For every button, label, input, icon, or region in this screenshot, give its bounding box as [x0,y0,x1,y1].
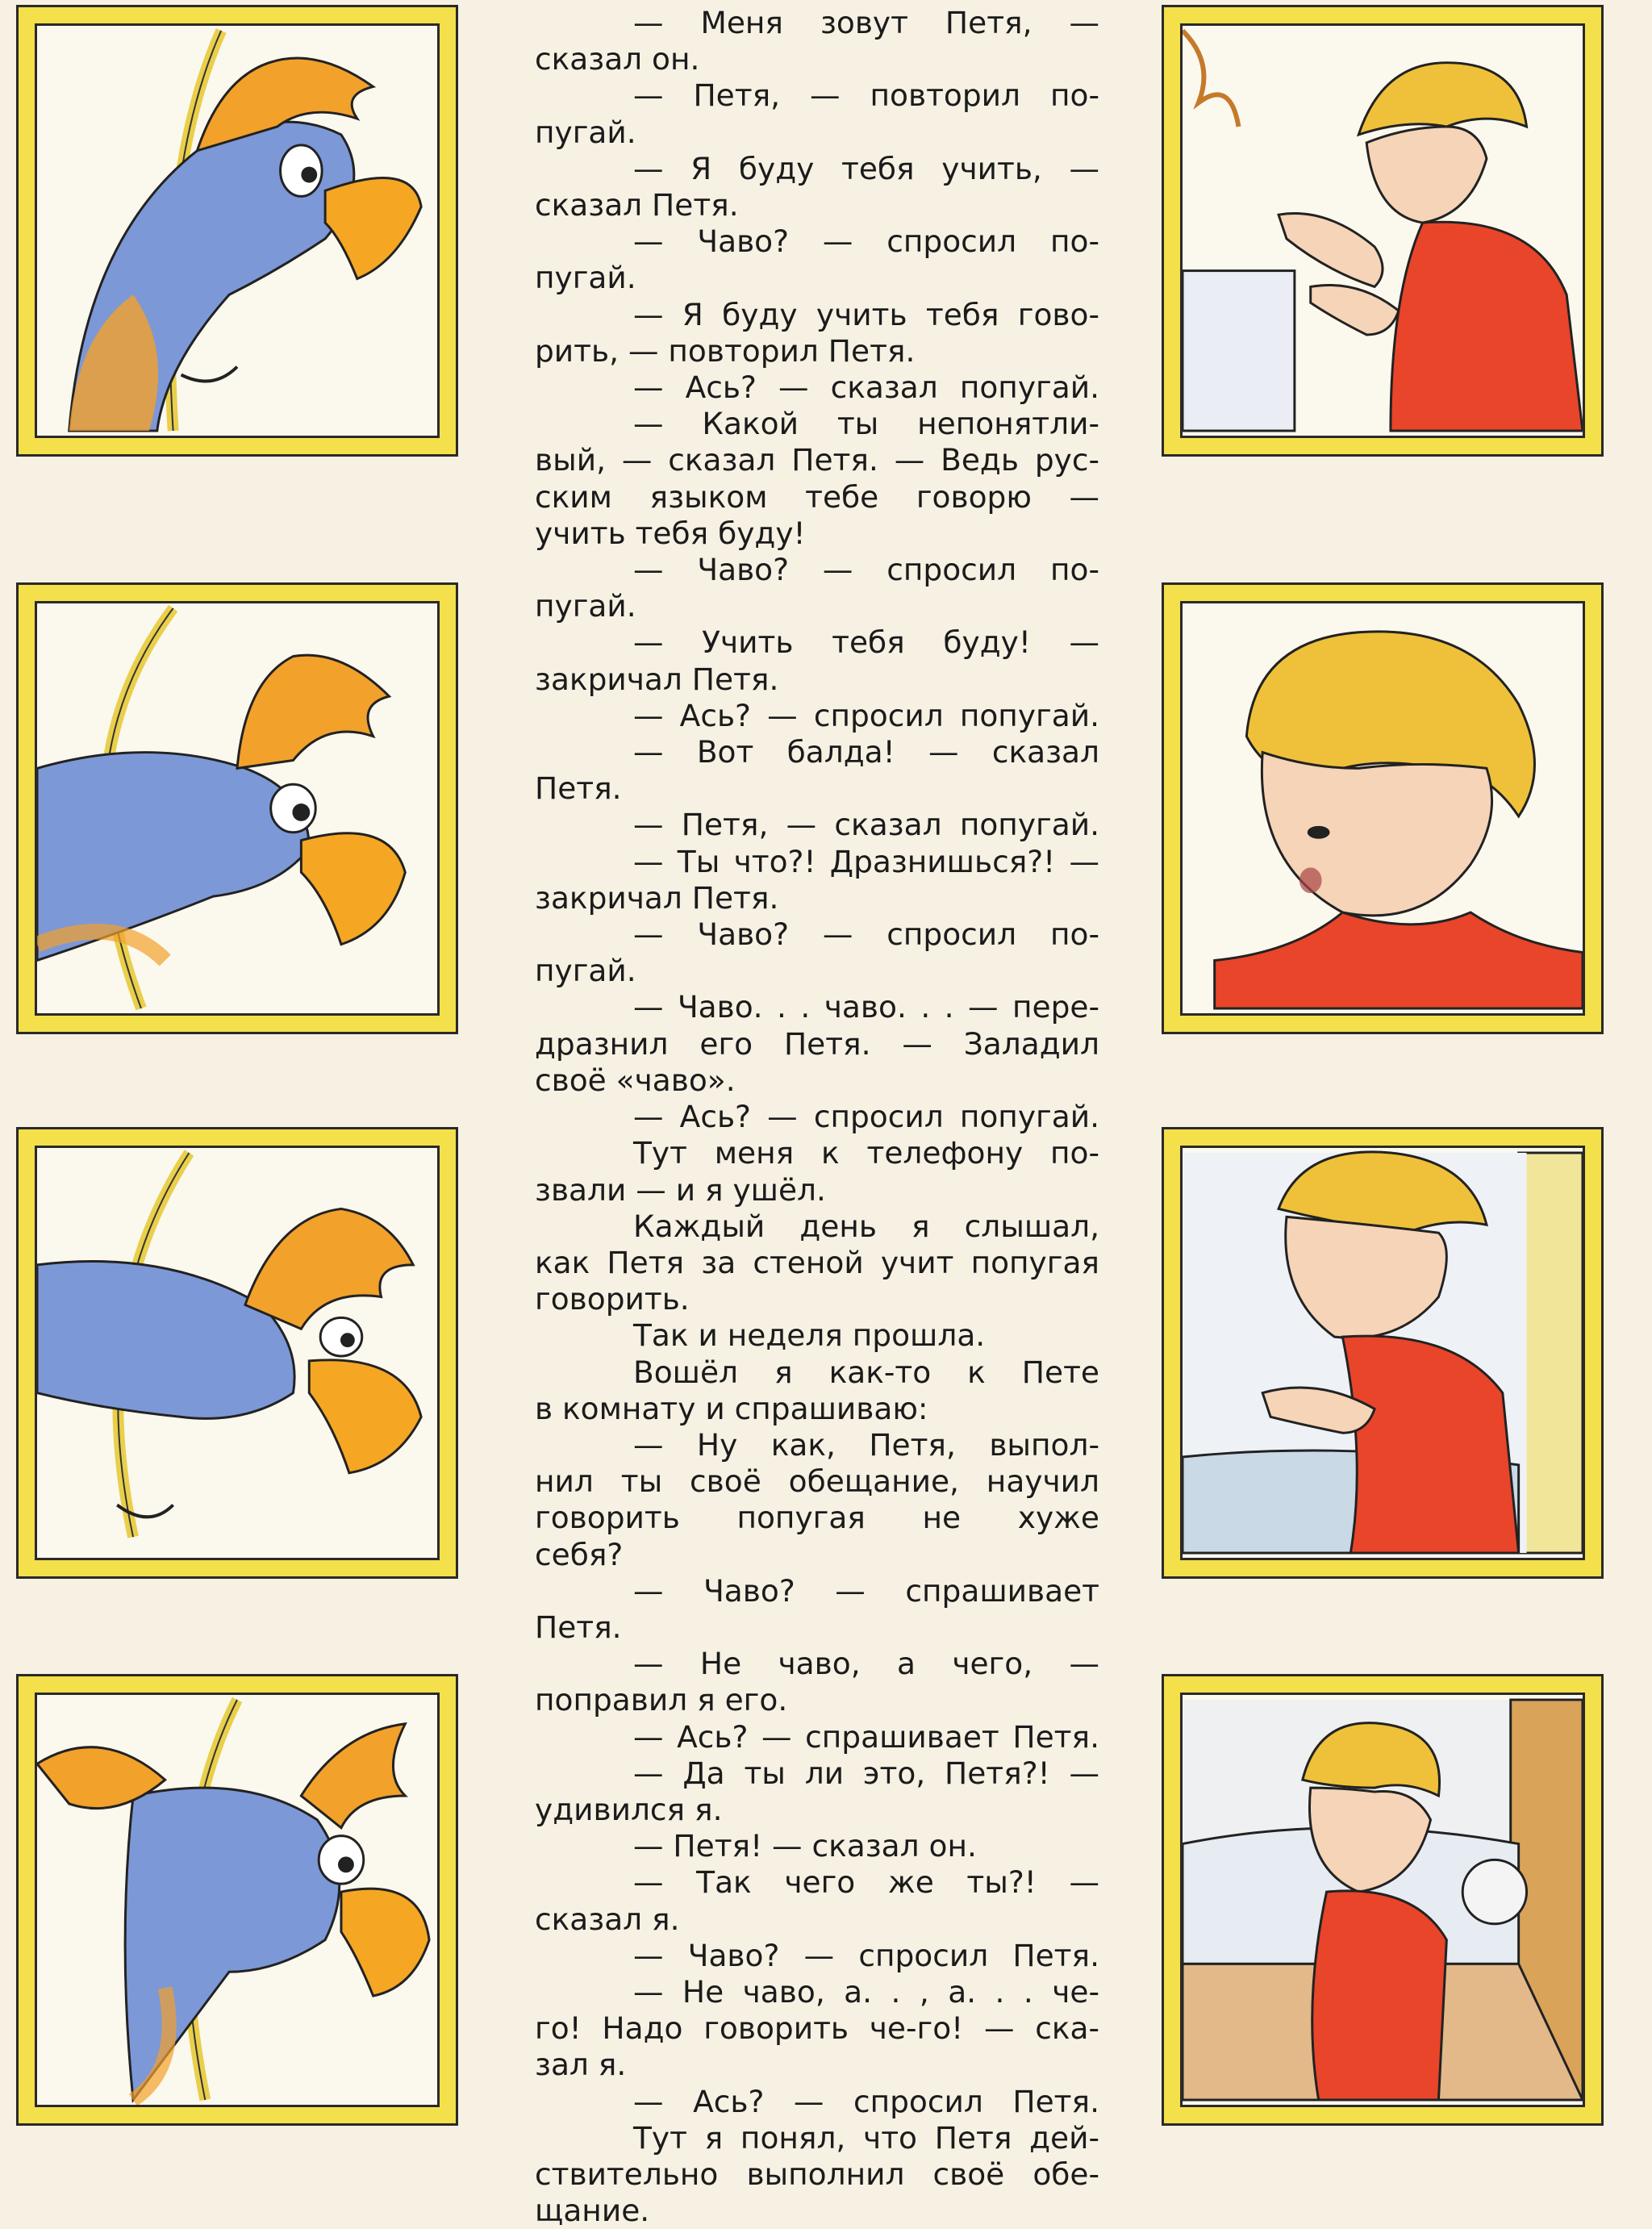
text-line: ским языком тебе говорю — [535,478,1099,515]
text-line: сказал я. [535,1901,680,1937]
text-line: удивился я. [535,1791,723,1827]
text-line: — Я буду учить тебя гово- [633,296,1099,332]
text-line: — Чаво? — спросил по- [633,552,1099,588]
text-line: го! Надо говорить че-го! — ска- [535,2010,1099,2047]
text-line: — Ты что?! Дразнишься?! — [633,843,1099,879]
text-line: — Вот балда! — сказал [633,734,1099,770]
boy-illustration [1183,26,1583,436]
text-line: — Петя! — сказал он. [633,1828,977,1864]
text-line: звали — и я ушёл. [535,1171,826,1208]
text-line: рить, — повторил Петя. [535,332,916,369]
story-text-column [535,5,1099,2229]
text-line: пугай. [535,260,636,296]
text-line: — Меня зовут Петя, — [633,5,1099,40]
text-line: Петя. [535,1609,622,1645]
parrot-panel-3 [16,1127,458,1579]
text-line: Так и неделя прошла. [633,1317,986,1354]
text-line: учить тебя буду! [535,515,806,551]
text-line: дразнил его Петя. — Заладил [535,1025,1099,1062]
parrot-panel-2 [16,582,458,1034]
text-line: Тут меня к телефону по- [633,1135,1099,1171]
text-line: — Какой ты непонятли- [633,406,1099,442]
text-line: нил ты своё обещание, научил [535,1463,1099,1500]
text-line: говорить. [535,1281,690,1317]
text-line: — Не чаво, а. . , а. . . че- [633,1973,1099,2010]
text-line: — Да ты ли это, Петя?! — [633,1755,1099,1791]
text-line: — Чаво? — спрашивает [633,1572,1099,1609]
text-line: — Чаво? — спросил Петя. [633,1937,1099,1973]
parrot-panel-4 [16,1674,458,2126]
text-line: закричал Петя. [535,879,779,916]
text-line: сказал он. [535,41,700,77]
parrot-illustration [37,1695,437,2105]
text-line: Тут я понял, что Петя дей- [633,2119,1099,2156]
text-line: — Петя, — сказал попугай. [633,807,1099,843]
text-line: закричал Петя. [535,661,779,697]
text-line: — Ась? — сказал попугай. [633,369,1099,406]
text-line: — Ась? — спросил попугай. [633,1099,1099,1135]
boy-illustration [1183,1695,1583,2105]
text-line: — Не чаво, а чего, — [633,1646,1099,1682]
text-line: вый, — сказал Петя. — Ведь рус- [535,442,1099,478]
text-line: — Чаво. . . чаво. . . — пере- [633,989,1099,1025]
boy-panel-1 [1162,5,1604,457]
boy-panel-3 [1162,1127,1604,1579]
text-line: — Ась? — спрашивает Петя. [633,1718,1099,1755]
parrot-illustration [37,1148,437,1558]
text-line: — Учить тебя буду! — [633,624,1099,661]
text-line: говорить попугая не хуже [535,1500,1099,1536]
text-line: пугай. [535,588,636,624]
text-line: зал я. [535,2047,627,2083]
text-line: — Ну как, Петя, выпол- [633,1426,1099,1463]
boy-panel-2 [1162,582,1604,1034]
text-line: Вошёл я как-то к Пете [633,1354,1099,1390]
parrot-illustration [37,26,437,436]
text-line: себя? [535,1536,624,1572]
text-line: сказал Петя. [535,187,739,223]
text-line: — Ась? — спросил попугай. [633,697,1099,733]
text-line: — Чаво? — спросил по- [633,223,1099,260]
text-line: ствительно выполнил своё обе- [535,2156,1099,2192]
text-line: своё «чаво». [535,1062,736,1098]
text-line: щание. [535,2193,650,2229]
boy-panel-4 [1162,1674,1604,2126]
text-line: — Петя, — повторил по- [633,77,1099,114]
text-line: — Я буду тебя учить, — [633,150,1099,186]
parrot-illustration [37,603,437,1013]
text-line: поправил я его. [535,1682,788,1718]
boy-illustration [1183,603,1583,1013]
text-line: в комнату и спрашиваю: [535,1390,928,1426]
boy-illustration [1183,1148,1583,1558]
text-line: — Так чего же ты?! — [633,1864,1099,1901]
text-line: пугай. [535,953,636,989]
text-line: пугай. [535,114,636,150]
text-line: — Чаво? — спросил по- [633,916,1099,953]
text-line: — Ась? — спросил Петя. [633,2083,1099,2119]
parrot-panel-1 [16,5,458,457]
text-line: Каждый день я слышал, [633,1208,1099,1244]
text-line: как Петя за стеной учит попугая [535,1244,1099,1280]
text-line: Петя. [535,770,622,807]
